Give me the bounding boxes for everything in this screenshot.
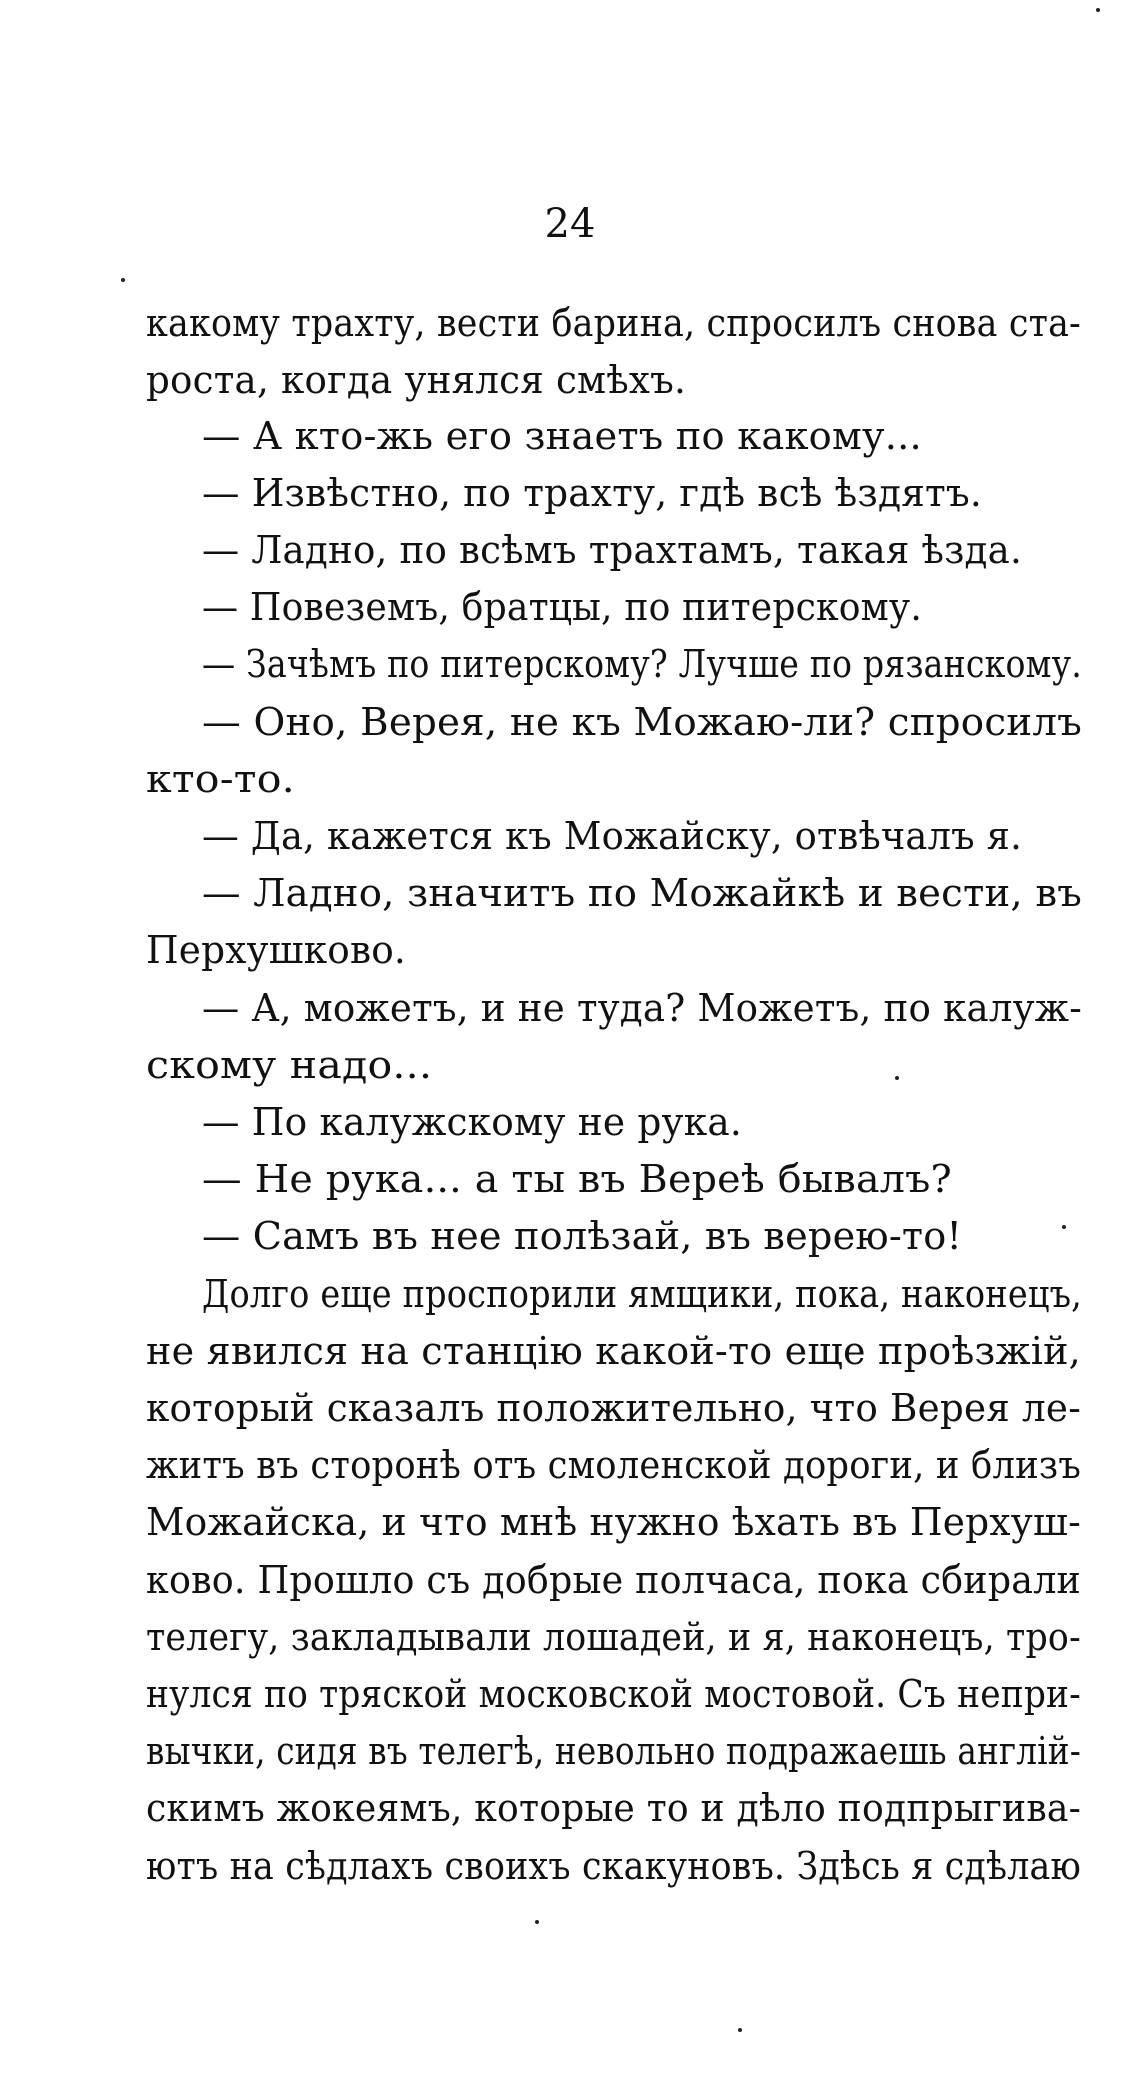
text-line: нулся по тряской московской мостовой. Съ непри- — [146, 1672, 1081, 1716]
text-line: — Не рука... а ты въ Вереѣ бывалъ? — [202, 1157, 952, 1201]
text-line: роста, когда унялся смѣхъ. — [146, 358, 687, 402]
text-line: — Ладно, по всѣмъ трахтамъ, такая ѣзда. — [202, 528, 1022, 572]
scan-speck — [535, 1920, 539, 1924]
text-line: Можайска, и что мнѣ нужно ѣхать въ Перхуш- — [146, 1500, 1081, 1544]
text-line: — Извѣстно, по трахту, гдѣ всѣ ѣздятъ. — [202, 471, 983, 515]
scan-speck — [895, 1076, 899, 1080]
text-line: кто-то. — [146, 757, 295, 801]
text-line: — Ладно, значитъ по Можайкѣ и вести, въ — [202, 871, 1083, 915]
text-line: — Самъ въ нее полѣзай, въ верею-то! — [202, 1214, 963, 1258]
text-line: — А, можетъ, и не туда? Можетъ, по калуж- — [202, 986, 1082, 1030]
text-line: — Зачѣмъ по питерскому? Лучше по рязанскому. — [202, 642, 1083, 686]
text-line: Перхушково. — [146, 928, 406, 972]
text-line: не явился на станцію какой-то еще проѣзжій, — [146, 1329, 1081, 1373]
scan-speck — [121, 278, 125, 282]
page-number: 24 — [544, 201, 596, 247]
text-line: — А кто-жь его знаетъ по какому... — [202, 414, 922, 458]
text-line: — Да, кажется къ Можайску, отвѣчалъ я. — [202, 814, 1022, 858]
scan-speck — [1096, 8, 1100, 12]
text-line: — Оно, Верея, не къ Можаю-ли? спросилъ — [202, 700, 1083, 744]
text-line: Долго еще проспорили ямщики, пока, наконецъ, — [202, 1272, 1083, 1316]
scan-speck — [1062, 1225, 1066, 1229]
text-line: какому трахту, вести барина, спросилъ снова ста- — [146, 301, 1082, 345]
text-line: ютъ на сѣдлахъ своихъ скакуновъ. Здѣсь я сдѣлаю — [146, 1844, 1082, 1888]
text-line: телегу, закладывали лошадей, и я, наконецъ, тро- — [146, 1615, 1081, 1659]
text-line: вычки, сидя въ телегѣ, невольно подражаешь англій- — [146, 1729, 1081, 1773]
scan-speck — [738, 2028, 742, 2032]
text-line: скому надо... — [146, 1043, 433, 1087]
text-line: ково. Прошло съ добрые полчаса, пока сбирали — [146, 1558, 1082, 1602]
text-line: скимъ жокеямъ, которые то и дѣло подпрыгива- — [146, 1786, 1082, 1830]
text-line: — По калужскому не рука. — [202, 1100, 742, 1144]
text-line: житъ въ сторонѣ отъ смоленской дороги, и близъ — [146, 1443, 1081, 1487]
text-line: — Повеземъ, братцы, по питерскому. — [202, 585, 923, 629]
text-line: который сказалъ положительно, что Верея ле- — [146, 1386, 1082, 1430]
